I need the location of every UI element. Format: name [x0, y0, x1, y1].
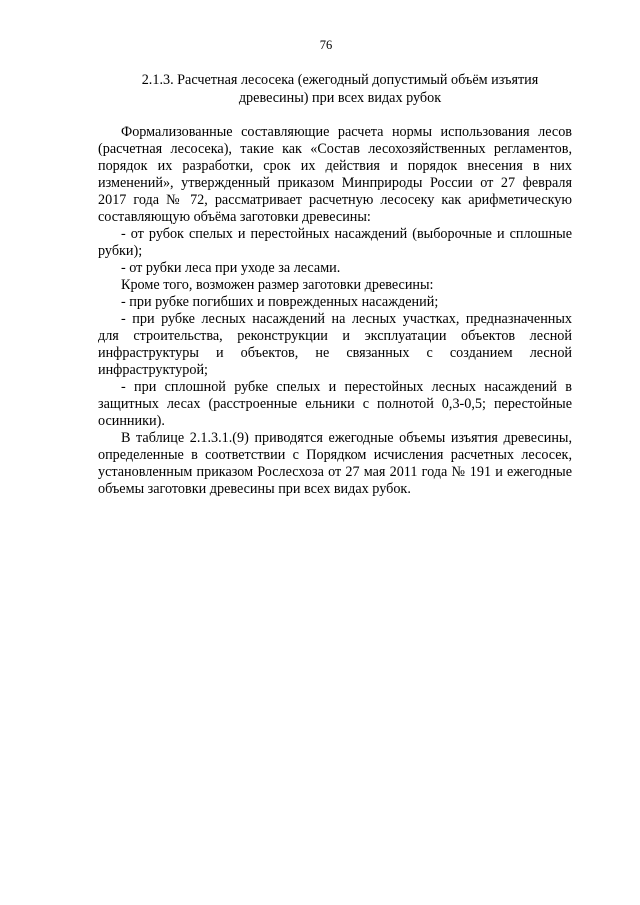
- list-item-mature-stands: - от рубок спелых и перестойных насаждений (выборочные и сплошные рубки);: [98, 226, 572, 259]
- paragraph-additional: Кроме того, возможен размер заготовки древесины:: [121, 277, 434, 293]
- section-heading-line-2: древесины) при всех видах рубок: [238, 89, 442, 106]
- section-heading-line-1: 2.1.3. Расчетная лесосека (ежегодный допустимый объём изъятия: [141, 72, 539, 88]
- list-item-damaged-stands: - при рубке погибших и поврежденных насаждений;: [121, 294, 439, 310]
- body-text: [98, 124, 572, 498]
- list-item-infrastructure: - при рубке лесных насаждений на лесных участках, предназначенных для строительства, реконструкции и эксплуатации объектов лесной инфраструктуры и объектов, не связанных с созданием лесной инфраструктурой;: [98, 311, 572, 378]
- paragraph-intro: Формализованные составляющие расчета нормы использования лесов (расчетная лесосека), такие как «Состав лесохозяйственных регламентов, порядок их разработки, срок их действия и порядок внесения в них изменений», утвержденный приказом Минприроды России от 27 февраля 2017 года № 72, рассматривает расчетную лесосеку как арифметическую составляющую объёма заготовки древесины:: [98, 124, 572, 225]
- section-heading: [100, 72, 580, 107]
- list-item-protective-forests: - при сплошной рубке спелых и перестойных лесных насаждений в защитных лесах (расстроенные ельники с полнотой 0,3-0,5; перестойные осинники).: [98, 379, 572, 429]
- list-item-care-felling: - от рубки леса при уходе за лесами.: [121, 260, 341, 276]
- paragraph-table-reference: В таблице 2.1.3.1.(9) приводятся ежегодные объемы изъятия древесины, определенные в соответствии с Порядком исчисления расчетных лесосек, установленным приказом Рослесхоза от 27 мая 2011 года № 191 и ежегодные объемы заготовки древесины при всех видах рубок.: [98, 430, 572, 497]
- page-number: 76: [319, 38, 333, 52]
